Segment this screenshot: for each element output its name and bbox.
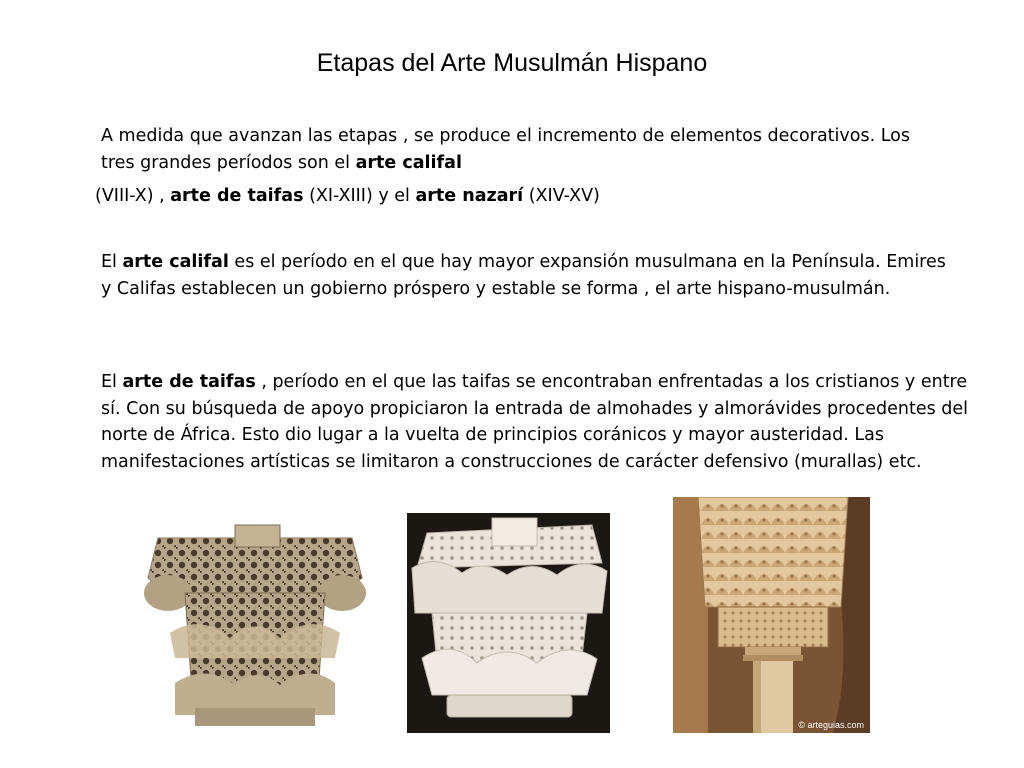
slide-title: Etapas del Arte Musulmán Hispano bbox=[316, 49, 708, 77]
watermark-text: © arteguias.com bbox=[798, 720, 864, 730]
taifas-text: , período en el que las taifas se encontraban enfrentadas a los cristianos y entre sí. Con su búsqueda de apoyo propiciaron la entrada de almohades y almorávides procedentes del norte de África. Esto dio lugar a la vuelta de principios coránicos y mayor austeridad. Las manifestaciones artísticas se limitaron a construcciones de carácter defensivo (murallas) etc. bbox=[101, 372, 969, 472]
taifas-el: El bbox=[101, 372, 123, 392]
taifas-bold: arte de taifas bbox=[122, 372, 256, 392]
nazari-term: arte nazarí bbox=[415, 186, 524, 206]
intro-paragraph bbox=[101, 123, 921, 176]
taifas-paragraph bbox=[101, 369, 971, 475]
nazari-dates: (XIV-XV) bbox=[523, 186, 600, 206]
califal-text: es el período en el que hay mayor expansión musulmana en la Península. Emires y Califas establecen un gobierno próspero y estable se forma , el arte hispano-musulmán. bbox=[101, 252, 946, 299]
califal-capital-image bbox=[140, 523, 370, 730]
califal-el: El bbox=[101, 252, 123, 272]
taifas-term: arte de taifas bbox=[170, 186, 304, 206]
califal-bold: arte califal bbox=[122, 252, 229, 272]
taifas-dates: (XI-XIII) y el bbox=[303, 186, 416, 206]
califal-dates: (VIII-X) , bbox=[95, 186, 171, 206]
nazari-column-image bbox=[673, 497, 870, 733]
califal-term: arte califal bbox=[355, 152, 462, 173]
intro-text: A medida que avanzan las etapas , se produce el incremento de elementos decorativos. Los tres grandes períodos son el bbox=[101, 126, 910, 173]
taifas-capital-image bbox=[407, 513, 610, 733]
periods-line bbox=[95, 183, 935, 210]
califal-paragraph bbox=[101, 249, 961, 302]
